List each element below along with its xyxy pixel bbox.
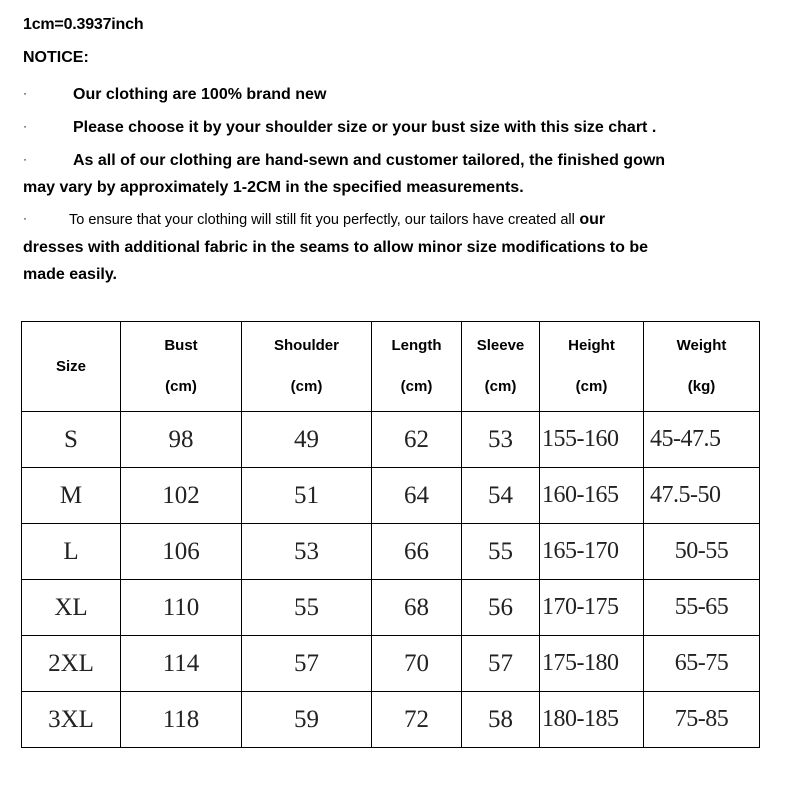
table-header-row — [22, 322, 760, 412]
header-bust: Bust (cm) — [121, 322, 242, 412]
header-sleeve: Sleeve (cm) — [462, 322, 540, 412]
cell-bust: 110 — [121, 580, 242, 636]
cell-size: 3XL — [22, 692, 121, 748]
bullet: · — [23, 86, 27, 100]
cell-sleeve: 58 — [462, 692, 540, 748]
cell-bust: 102 — [121, 468, 242, 524]
notice-line-2 — [23, 113, 783, 141]
notice-line-4 — [23, 205, 783, 288]
bullet: · — [23, 152, 27, 166]
cell-shoulder: 59 — [242, 692, 372, 748]
cell-height: 175-180 — [540, 636, 644, 692]
cell-size: 2XL — [22, 636, 121, 692]
notice-title: NOTICE: — [23, 49, 89, 66]
size-chart-table — [21, 321, 760, 748]
notice-line-4-text-c: dresses with additional fabric in the seams to allow minor size modifications to be — [23, 239, 649, 256]
cell-shoulder: 49 — [242, 412, 372, 468]
notice-line-1 — [23, 80, 783, 108]
table-row — [22, 636, 760, 692]
cell-sleeve: 55 — [462, 524, 540, 580]
cell-length: 72 — [372, 692, 462, 748]
cell-size: M — [22, 468, 121, 524]
cell-bust: 114 — [121, 636, 242, 692]
cell-shoulder: 51 — [242, 468, 372, 524]
table-row — [22, 468, 760, 524]
cell-length: 62 — [372, 412, 462, 468]
notice-line-4-text-a: To ensure that your clothing will still fit you perfectly, our tailors have created all — [69, 212, 575, 228]
cell-weight: 55-65 — [644, 580, 760, 636]
cell-weight: 50-55 — [644, 524, 760, 580]
cell-weight: 45-47.5 — [644, 412, 760, 468]
notice-line-4-text-b: our — [579, 211, 606, 228]
cell-height: 155-160 — [540, 412, 644, 468]
cell-weight: 47.5-50 — [644, 468, 760, 524]
cell-length: 66 — [372, 524, 462, 580]
notice-line-3-text-b: may vary by approximately 1-2CM in the specified measurements. — [23, 179, 524, 196]
cell-shoulder: 57 — [242, 636, 372, 692]
cell-sleeve: 56 — [462, 580, 540, 636]
cell-length: 64 — [372, 468, 462, 524]
cell-weight: 75-85 — [644, 692, 760, 748]
cell-length: 68 — [372, 580, 462, 636]
cell-size: S — [22, 412, 121, 468]
notice-line-3 — [23, 146, 783, 201]
header-length: Length (cm) — [372, 322, 462, 412]
header-shoulder: Shoulder (cm) — [242, 322, 372, 412]
bullet: · — [23, 119, 27, 133]
table-row — [22, 580, 760, 636]
cell-sleeve: 57 — [462, 636, 540, 692]
cell-bust: 98 — [121, 412, 242, 468]
cell-bust: 118 — [121, 692, 242, 748]
cell-height: 165-170 — [540, 524, 644, 580]
notice-line-3-text-a: As all of our clothing are hand-sewn and customer tailored, the finished gown — [73, 152, 666, 169]
cell-shoulder: 53 — [242, 524, 372, 580]
cell-size: L — [22, 524, 121, 580]
bullet: · — [23, 211, 27, 225]
cell-height: 160-165 — [540, 468, 644, 524]
unit-conversion: 1cm=0.3937inch — [23, 16, 144, 33]
cell-size: XL — [22, 580, 121, 636]
table-row — [22, 692, 760, 748]
cell-sleeve: 54 — [462, 468, 540, 524]
cell-height: 180-185 — [540, 692, 644, 748]
header-weight: Weight (kg) — [644, 322, 760, 412]
table-row — [22, 524, 760, 580]
cell-length: 70 — [372, 636, 462, 692]
notice-line-1-text: Our clothing are 100% brand new — [73, 86, 327, 103]
table-row — [22, 412, 760, 468]
cell-height: 170-175 — [540, 580, 644, 636]
cell-sleeve: 53 — [462, 412, 540, 468]
header-size: Size — [22, 322, 121, 412]
notice-line-4-text-d: made easily. — [23, 266, 117, 283]
notice-line-2-text: Please choose it by your shoulder size or your bust size with this size chart . — [73, 119, 657, 136]
header-height: Height (cm) — [540, 322, 644, 412]
cell-bust: 106 — [121, 524, 242, 580]
cell-weight: 65-75 — [644, 636, 760, 692]
cell-shoulder: 55 — [242, 580, 372, 636]
